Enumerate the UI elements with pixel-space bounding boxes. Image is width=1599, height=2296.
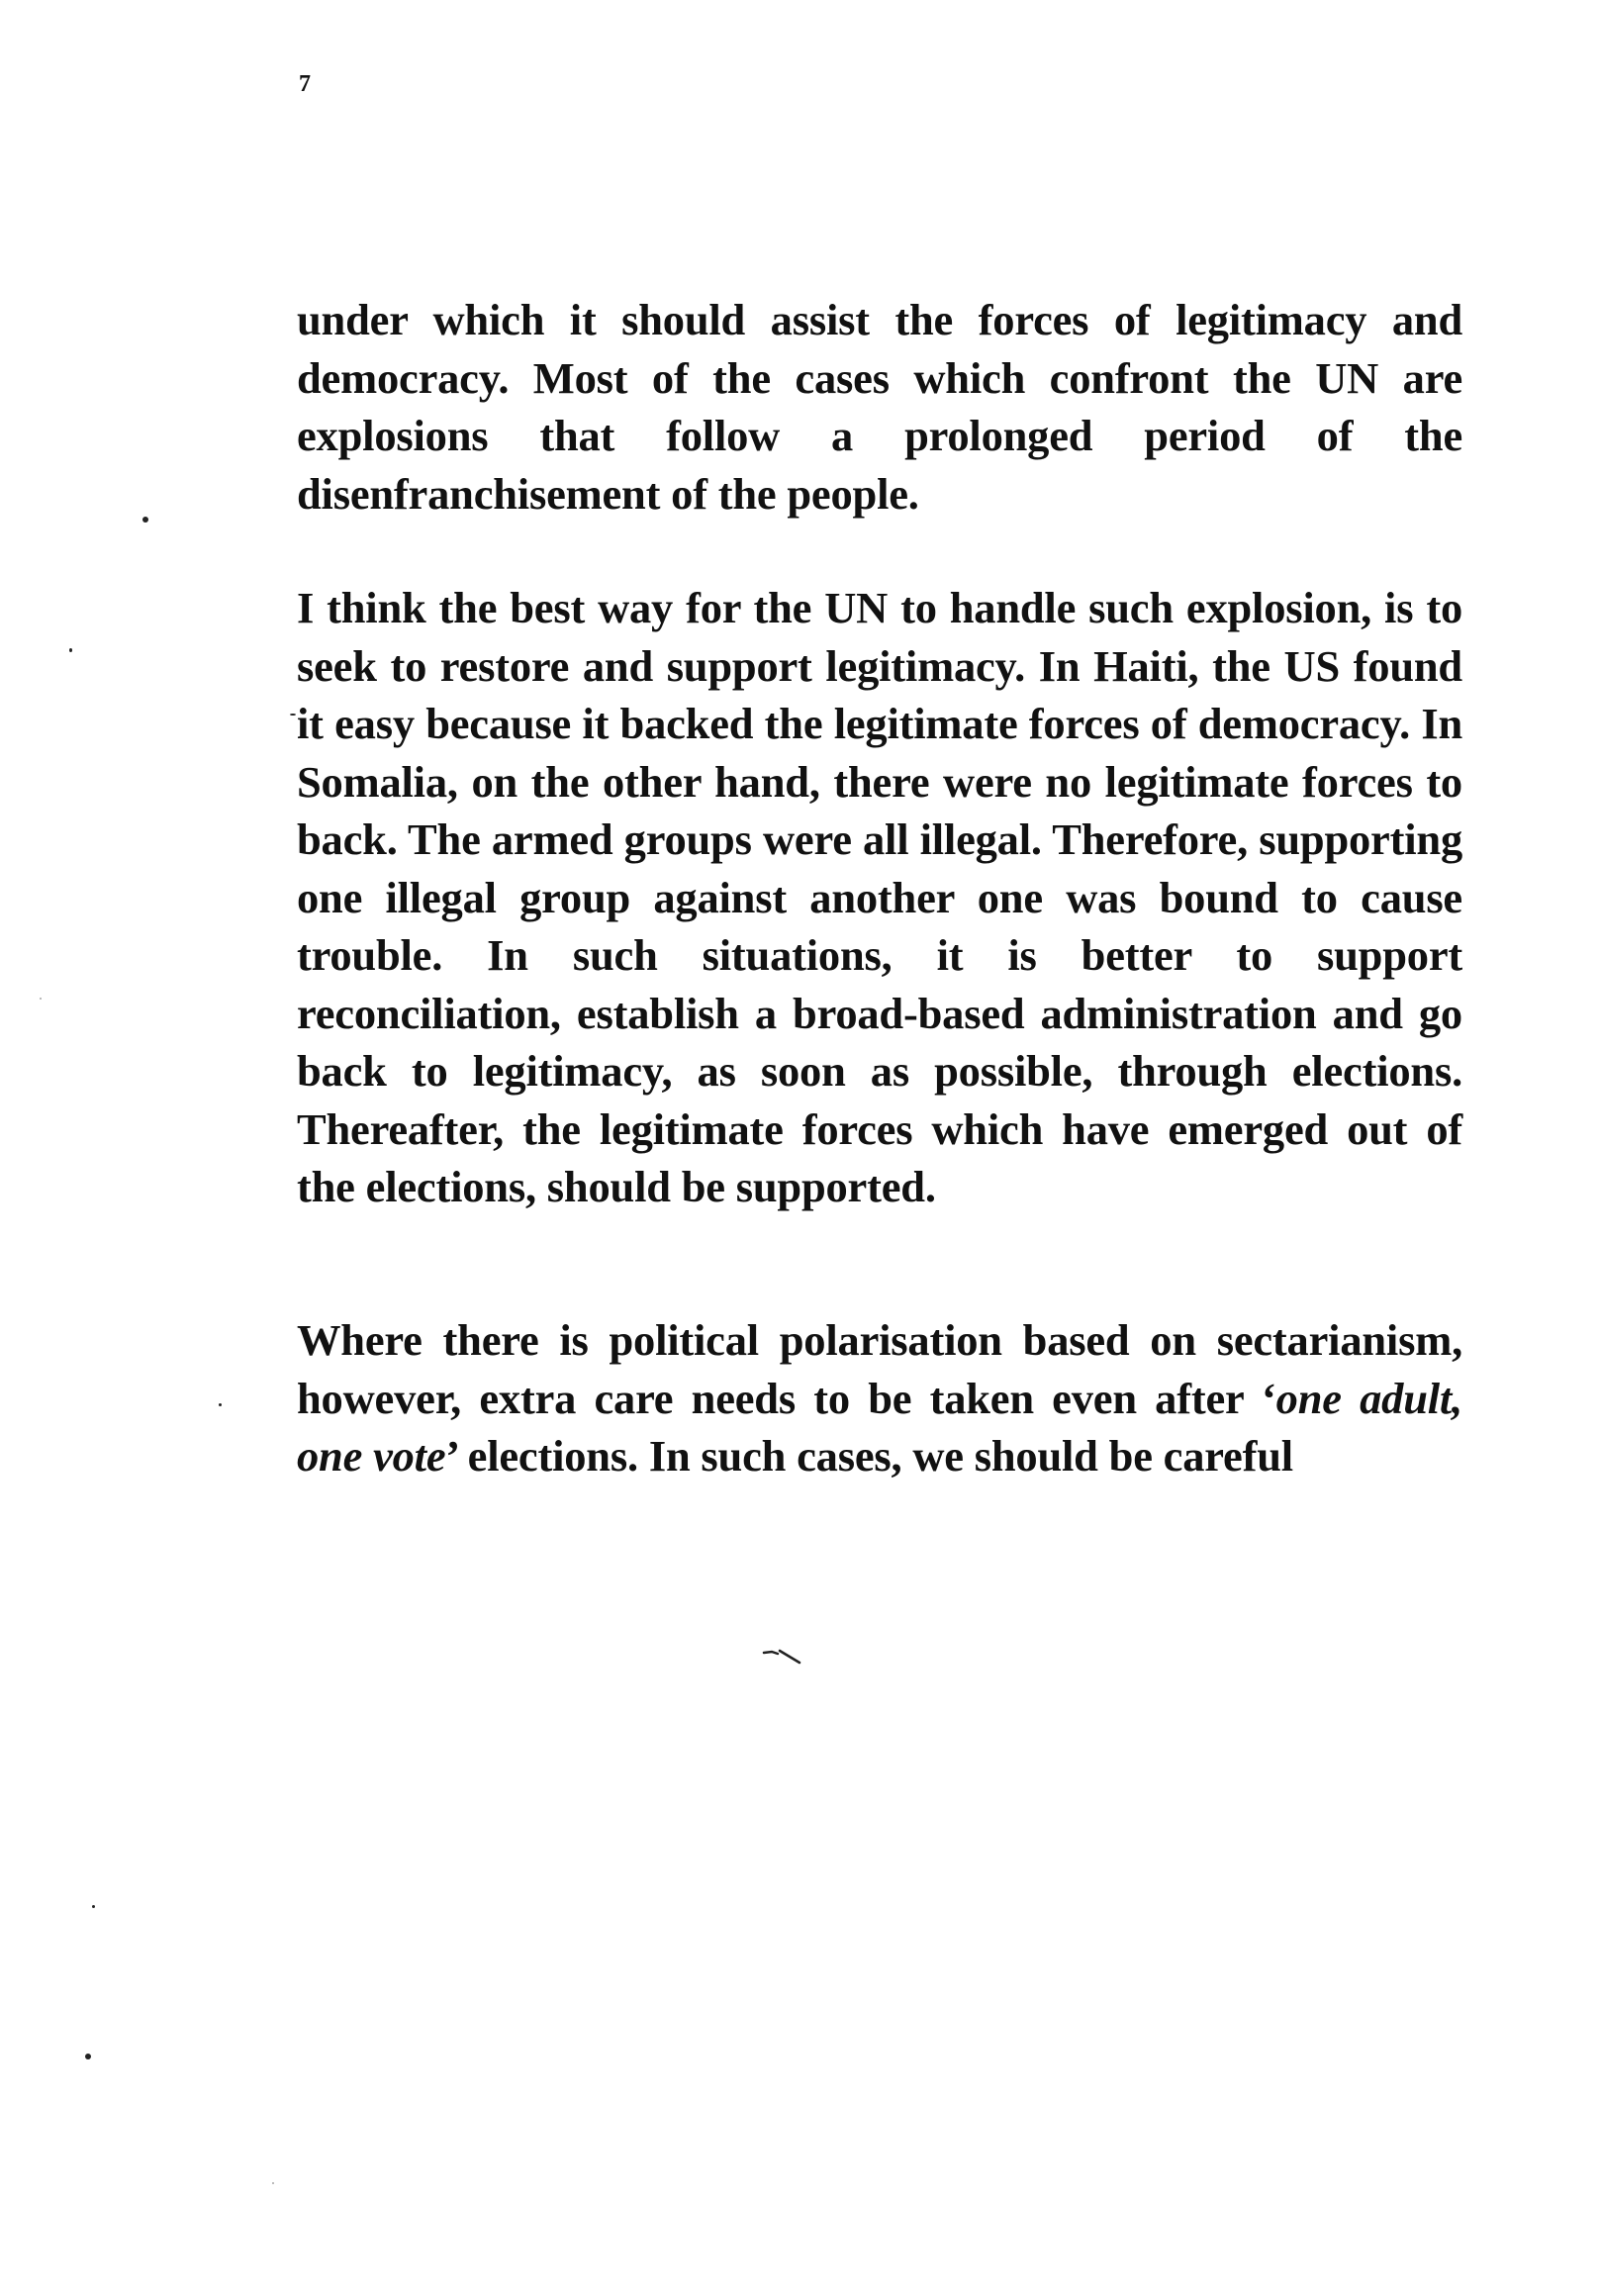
scan-mark: [762, 1647, 803, 1665]
paragraph-1-text: under which it should assist the forces of legitimacy and democracy. Most of the cases which confront the UN are explosions that follow a prolonged period of the disenfranchisement of the people.: [297, 295, 1462, 519]
paragraph-3-text: [297, 1311, 1462, 1485]
paragraph-3-lead: Where there is political polarisation based on sectarianism, however, extra care needs to be taken even after: [297, 1315, 1462, 1423]
paragraph-2: [297, 579, 1462, 1216]
paragraph-3-tail: elections. In such cases, we should be careful: [456, 1431, 1293, 1481]
quote-open: ‘: [1262, 1373, 1276, 1423]
quote-close: ’: [445, 1431, 457, 1481]
paragraph-1: [297, 291, 1462, 523]
scan-speck: [40, 998, 42, 1000]
scan-speck: [142, 517, 148, 523]
scan-speck: [92, 1905, 95, 1908]
scan-speck: [290, 714, 296, 716]
scan-speck: [219, 1403, 222, 1406]
scan-speck: [272, 2182, 274, 2184]
paragraph-2-text: I think the best way for the UN to handle such explosion, is to seek to restore and support legitimacy. In Haiti, the US found it easy because it backed the legitimate forces of democracy. In Somalia, on the other hand, there were no legitimate forces to back. The armed groups were all illegal. Therefore, supporting one illegal group against another one was bound to cause trouble. In such situations, it is better to support reconciliation, establish a broad-based administration and go back to legitimacy, as soon as possible, through elections. Thereafter, the legitimate forces which have emerged out of the elections, should be supported.: [297, 583, 1462, 1211]
scan-speck: [69, 648, 72, 652]
paragraph-3: [297, 1311, 1462, 1485]
italic-phrase: one adult, one vote: [297, 1373, 1462, 1481]
scan-speck: [85, 2054, 91, 2059]
page-number: 7: [299, 71, 311, 97]
